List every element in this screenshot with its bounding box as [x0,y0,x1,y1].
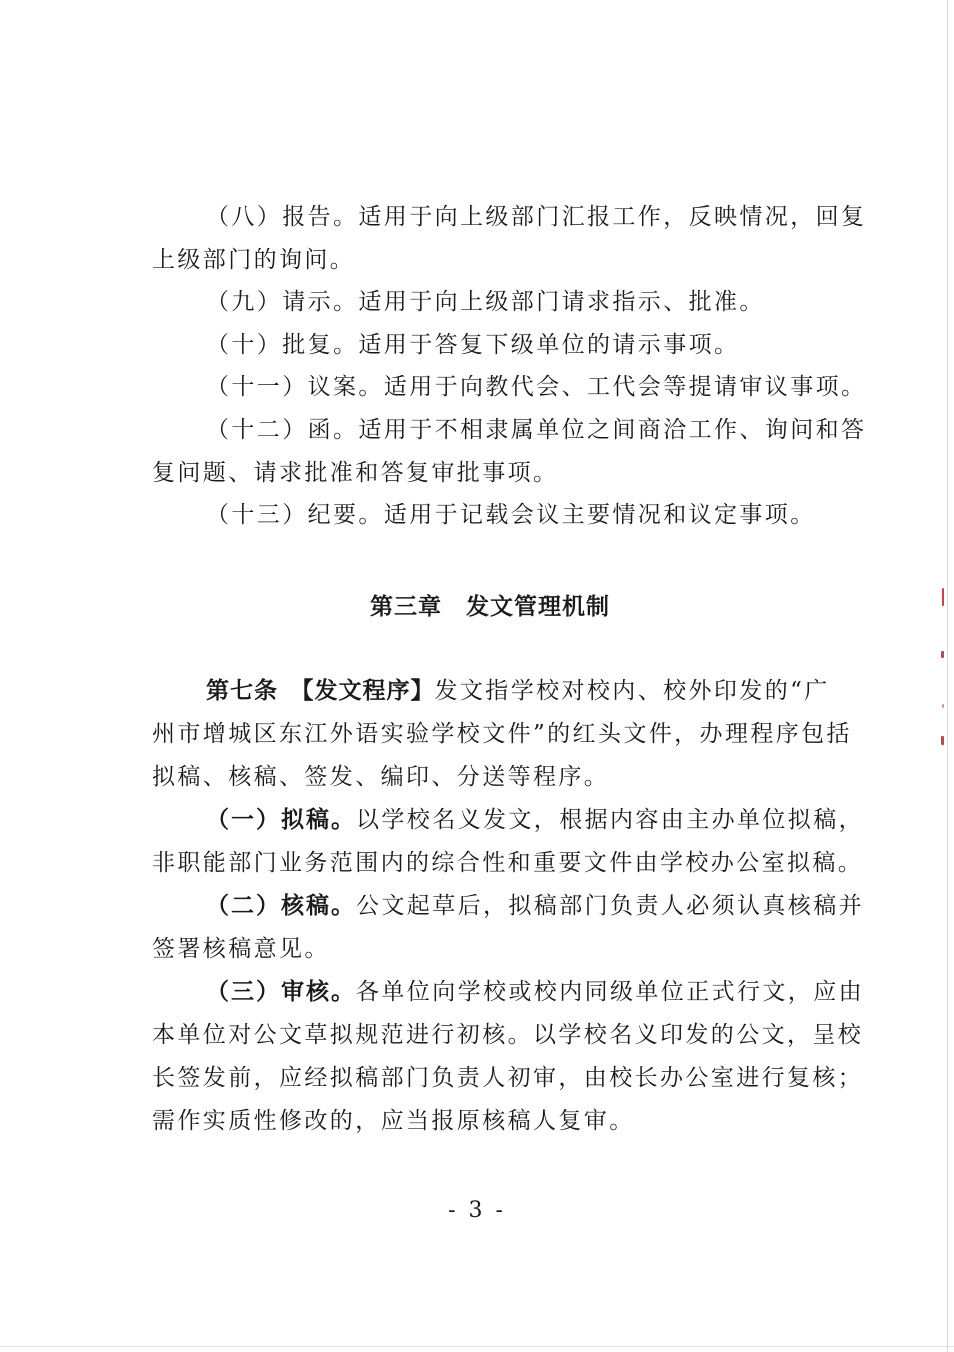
document-types-list [152,196,867,537]
item-drafting-text-1: 以学校名义发文，根据内容由主办单位拟稿， [356,807,864,833]
chapter-title: 第三章 发文管理机制 [370,594,610,620]
list-item-report: （八）报告。适用于向上级部门汇报工作，反映情况，回复 [206,204,867,230]
seal-fragment-3 [942,704,944,708]
seal-fragment-2 [941,651,944,658]
list-item-minutes: （十三）纪要。适用于记载会议主要情况和议定事项。 [206,502,816,529]
item-checking-label: （二）核稿。 [206,893,356,919]
item-review-line-4: 需作实质性修改的，应当报原核稿人复审。 [152,1108,635,1134]
item-drafting-line-1 [152,799,864,842]
item-review-line-2: 本单位对公文草拟规范进行初核。以学校名义印发的公文，呈校 [152,1022,864,1048]
list-item-report-cont: 上级部门的询问。 [152,246,356,273]
item-review-line-1 [152,971,864,1014]
seal-fragment-4 [941,736,944,745]
page-edge-right [947,0,948,1352]
chapter-body [152,670,864,1143]
item-drafting-label: （一）拟稿。 [206,807,356,833]
list-item-letter-cont: 复问题、请求批准和答复审批事项。 [152,459,559,486]
article-7-line-2: 州市增城区东江外语实验学校文件”的红头文件，办理程序包括 [152,721,852,747]
article-7-heading: 第七条 【发文程序】 [206,678,435,704]
item-checking-line-1 [152,885,864,928]
item-review-label: （三）审核。 [206,979,356,1005]
item-checking-text-1: 公文起草后，拟稿部门负责人必须认真核稿并 [356,893,864,919]
list-item-request: （九）请示。适用于向上级部门请求指示、批准。 [206,289,765,316]
page-edge-bottom [0,1346,954,1347]
item-drafting-line-2: 非职能部门业务范围内的综合性和重要文件由学校办公室拟稿。 [152,850,864,876]
seal-fragment-1 [942,588,944,606]
list-item-letter: （十二）函。适用于不相隶属单位之间商洽工作、询问和答 [206,416,867,443]
list-item-reply: （十）批复。适用于答复下级单位的请示事项。 [206,331,740,358]
item-checking-line-2: 签署核稿意见。 [152,936,330,962]
page-number: - 3 - [448,1198,506,1223]
item-review-text-1: 各单位向学校或校内同级单位正式行文，应由 [356,979,864,1005]
list-item-motion: （十一）议案。适用于向教代会、工代会等提请审议事项。 [206,374,867,401]
article-7-text-1: 发文指学校对校内、校外印发的“广 [434,678,830,704]
article-7-line-1 [152,670,828,713]
item-review-line-3: 长签发前，应经拟稿部门负责人初审，由校长办公室进行复核； [152,1065,864,1091]
article-7-line-3: 拟稿、核稿、签发、编印、分送等程序。 [152,764,610,790]
